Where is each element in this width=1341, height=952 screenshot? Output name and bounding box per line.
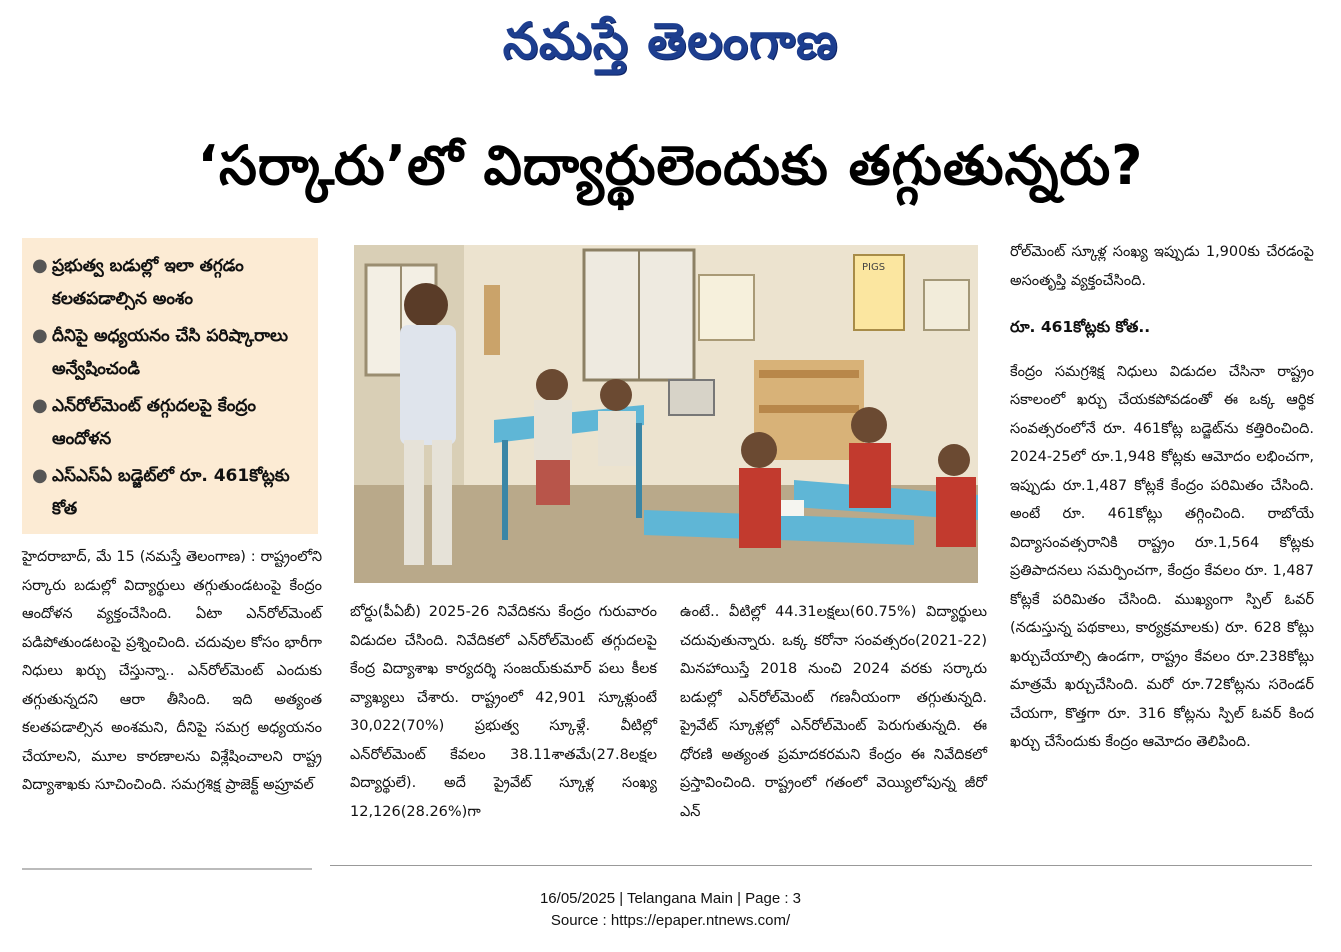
masthead-title: నమస్తే తెలంగాణ [502,12,839,70]
article-paragraph: కేంద్రం సమగ్రశిక్ష నిధులు విడుదల చేసినా రాష్ట్రం సకాలంలో ఖర్చు చేయకపోవడంతో ఈ ఒక్క ఆర్థిక సంవత్సరంలోనే రూ. 461కోట్ల బడ్జెట్‌ను కత్తిరించింది. 2024-25లో రూ.1,948 కోట్లకు ఆమోదం లభించగా, ఇప్పుడు రూ.1,487 కోట్లకే కేంద్రం పరిమితం చేసింది. అంటే రూ. 461కోట్లు తగ్గించింది. రాబోయే విద్యాసంవత్సరానికి రాష్ట్రం రూ.1,564 కోట్లకు ప్రతిపాదనలు సమర్పించగా, కేంద్రం కేవలం రూ. 1,487 కోట్లకే పరిమితం చేసింది. ముఖ్యంగా స్పిల్ ఓవర్ (నడుస్తున్న పథకాలు, కార్యక్రమాలకు) రూ. 628 కోట్లు ఖర్చుచేయాల్సి ఉండగా, రాష్ట్రం కేవలం రూ.238కోట్లు మాత్రమే ఖర్చుచేసింది. మరో రూ.72కోట్లను సరెండర్ చేయగా, కొత్తగా రూ. 316 కోట్లను స్పిల్ ఓవర్ కింద ఖర్చు చేసేందుకు కేంద్రం ఆమోదం తెలిపింది. [1010,363,1314,750]
highlight-text: ప్రభుత్వ బడుల్లో ఇలా తగ్గడం కలతపడాల్సిన అంశం [52,256,244,309]
highlights-box [22,238,318,534]
bullet-icon: ● [32,255,48,276]
poster-text: PIGS [862,262,886,273]
footer-source-link[interactable]: Source : https://epaper.ntnews.com/ [550,912,791,929]
highlight-item [32,460,308,526]
bullet-icon: ● [32,325,48,346]
highlight-text: ఎస్‌ఎస్‌ఏ బడ్జెట్‌లో రూ. 461కోట్లకు కోత [52,466,290,519]
column-divider [22,868,312,870]
classroom-illustration [354,245,978,583]
highlight-item [32,320,308,386]
classroom-photo [354,245,978,583]
article-column-2: బోర్డు(పీఏబీ) 2025-26 నివేదికను కేంద్రం గురువారం విడుదల చేసింది. నివేదికలో ఎన్‌రోల్‌మెంట్ తగ్గుదలపై కేంద్ర విద్యాశాఖ కార్యదర్శి సంజయ్‌కుమార్ పలు కీలక వ్యాఖ్యలు చేశారు. రాష్ట్రంలో 42,901 స్కూళ్లుంటే 30,022(70%) ప్రభుత్వ స్కూళ్లే. వీటిల్లో ఎన్‌రోల్‌మెంట్ కేవలం 38.11శాతమే(27.8లక్షల విద్యార్థులే). అదే ప్రైవేట్ స్కూళ్ల సంఖ్య 12,126(28.26%)గా [350,604,657,820]
footer [0,888,1341,932]
headline: ‘సర్కారు’లో విద్యార్థులెందుకు తగ్గుతున్నరు? [197,134,1144,197]
article-paragraph: రోల్‌మెంట్ స్కూళ్ల సంఖ్య ఇప్పుడు 1,900కు చేరడంపై అసంతృప్తి వ్యక్తంచేసింది. [1010,244,1314,289]
article-column-1: హైదరాబాద్, మే 15 (నమస్తే తెలంగాణ) : రాష్ట్రంలోని సర్కారు బడుల్లో విద్యార్థులు తగ్గుతుండటంపై కేంద్రం ఆందోళన వ్యక్తంచేసింది. ఏటా ఎన్‌రోల్‌మెంట్ పడిపోతుండటంపై ప్రశ్నించింది. చదువుల కోసం భారీగా నిధులు ఖర్చు చేస్తున్నా.. ఎన్‌రోల్‌మెంట్ ఎందుకు తగ్గుతున్నదని ఆరా తీసింది. ఇది అత్యంత కలతపడాల్సిన అంశమని, దీనిపై సమగ్ర అధ్యయనం చేయాలని, మూల కారణాలను విశ్లేషించాలని రాష్ట్ర విద్యాశాఖకు సూచించింది. సమగ్రశిక్ష ప్రాజెక్ట్ అప్రూవల్ [22,549,322,793]
highlight-item [32,250,308,316]
footer-edition-info: 16/05/2025 | Telangana Main | Page : 3 [539,890,802,907]
footer-divider [330,865,1312,866]
highlight-text: దీనిపై అధ్యయనం చేసి పరిష్కారాలు అన్వేషించండి [52,326,288,379]
article-column-4 [1010,238,1314,761]
bullet-icon: ● [32,465,48,486]
article-subheading: రూ. 461కోట్లకు కోత.. [1010,318,1151,336]
article-column-3: ఉంటే.. వీటిల్లో 44.31లక్షలు(60.75%) విద్యార్థులు చదువుతున్నారు. ఒక్క కరోనా సంవత్సరం(2021-22) మినహాయిస్తే 2018 నుంచి 2024 వరకు సర్కారు బడుల్లో ఎన్‌రోల్‌మెంట్ గణనీయంగా తగ్గుతున్నది. ప్రైవేట్ స్కూళ్లల్లో ఎన్‌రోల్‌మెంట్ పెరుగుతున్నది. ఈ ధోరణి అత్యంత ప్రమాదకరమని కేంద్రం ఈ నివేదికలో ప్రస్తావించింది. రాష్ట్రంలో గతంలో వెయ్యిలోపున్న జీరో ఎన్ [680,604,987,820]
highlight-item [32,390,308,456]
bullet-icon: ● [32,395,48,416]
highlight-text: ఎన్‌రోల్‌మెంట్ తగ్గుదలపై కేంద్రం ఆందోళన [52,396,256,449]
